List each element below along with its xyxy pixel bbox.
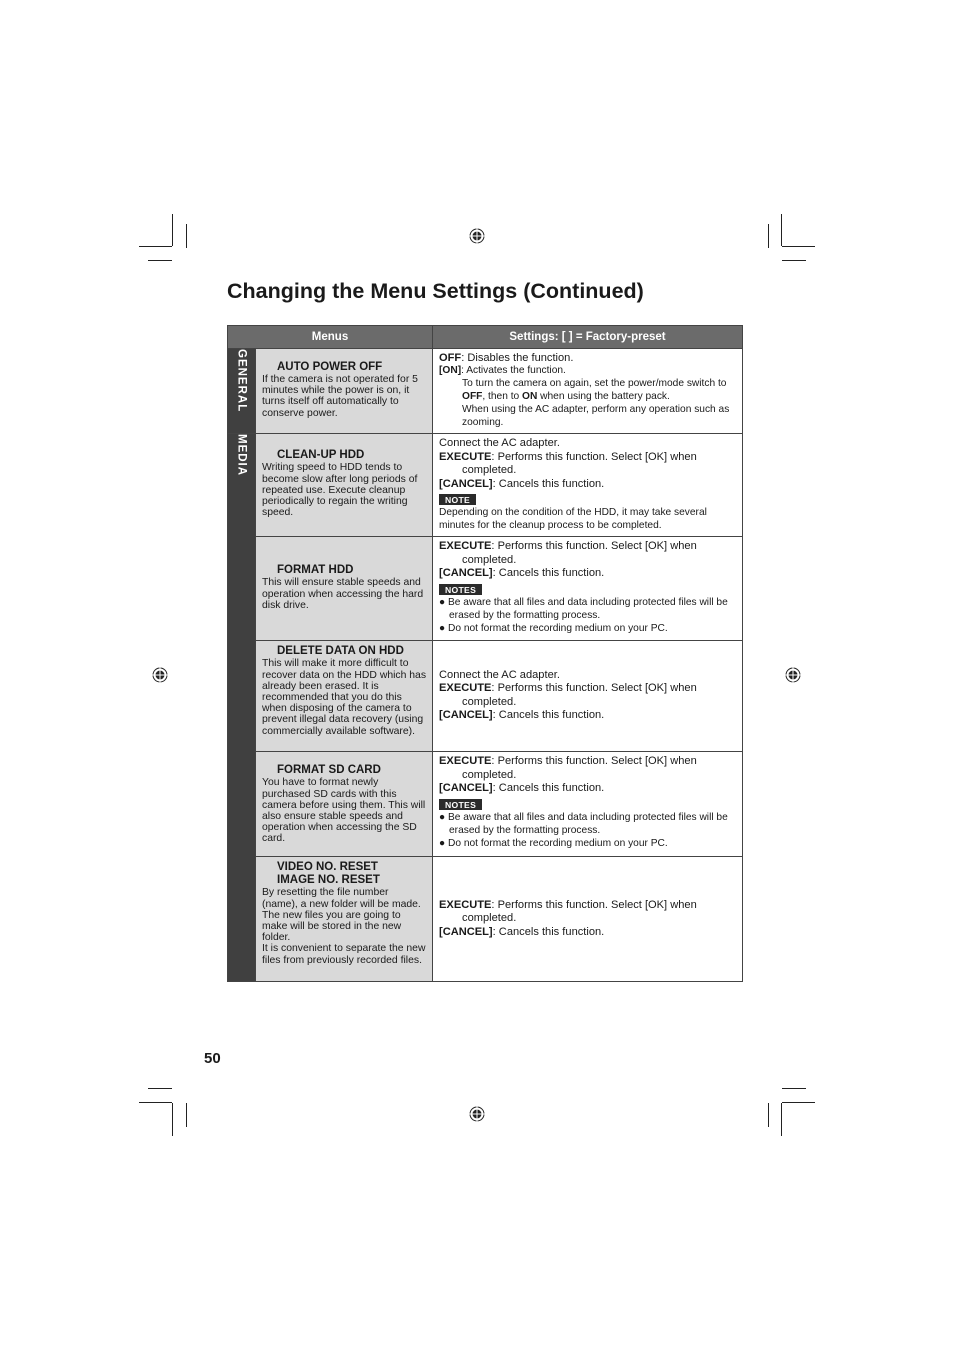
crop-mark [782, 1102, 815, 1103]
notes-badge: NOTES [439, 799, 482, 810]
setting-key: EXECUTE [439, 540, 492, 553]
menu-cell [256, 641, 433, 752]
menu-name: VIDEO NO. RESET [277, 861, 378, 874]
setting-text: : Performs this function. Select [OK] when [491, 682, 697, 695]
setting-text: completed. [462, 695, 517, 708]
setting-detail: When using the AC adapter, perform any operation such as zooming. [462, 403, 730, 428]
setting-text: completed. [462, 553, 517, 566]
settings-cell [433, 349, 743, 434]
menu-name: FORMAT SD CARD [277, 764, 381, 777]
registration-mark-top [469, 228, 485, 244]
notes-badge: NOTES [439, 584, 482, 595]
header-menus: Menus [228, 326, 433, 349]
crop-mark [148, 1088, 172, 1089]
note-bullet: ● Do not format the recording medium on your PC. [439, 622, 668, 634]
menu-cell [256, 434, 433, 537]
menu-description: If the camera is not operated for 5 minutes while the power is on, it turns itself off automatically to conserve power. [262, 374, 418, 419]
crop-mark [782, 260, 806, 261]
menu-name: FORMAT HDD [277, 564, 354, 577]
table-row [228, 434, 743, 537]
setting-key: [CANCEL] [439, 567, 493, 580]
setting-text: : Cancels this function. [492, 709, 605, 722]
menu-cell [256, 857, 433, 982]
menu-settings-table [227, 325, 743, 982]
crop-mark [781, 1103, 782, 1136]
crop-mark [781, 214, 782, 246]
category-label: GENERAL [235, 349, 248, 413]
setting-text: : Cancels this function. [492, 567, 605, 580]
table-row [228, 752, 743, 857]
crop-mark [139, 246, 172, 247]
registration-mark-bottom [469, 1106, 485, 1122]
table-row [228, 641, 743, 752]
category-media [228, 434, 256, 982]
setting-text: completed. [462, 768, 517, 781]
menu-description: By resetting the file number (name), a new folder will be made. The new files you are going to make will be stored in the new folder. [262, 887, 421, 944]
setting-key: [CANCEL] [439, 709, 493, 722]
setting-text: completed. [462, 464, 517, 477]
crop-mark [768, 224, 769, 248]
menu-cell [256, 349, 433, 434]
setting-text: : Disables the function. [461, 352, 574, 364]
settings-cell [433, 752, 743, 857]
setting-key: EXECUTE [439, 682, 492, 695]
menu-name: IMAGE NO. RESET [277, 874, 380, 887]
menu-description: It is convenient to separate the new files from previously recorded files. [262, 943, 426, 966]
crop-mark [172, 1103, 173, 1136]
setting-text: : Cancels this function. [492, 782, 605, 795]
setting-text: : Performs this function. Select [OK] when [491, 540, 697, 553]
crop-mark [768, 1103, 769, 1127]
menu-name: AUTO POWER OFF [277, 361, 383, 373]
setting-key: [CANCEL] [439, 782, 493, 795]
menu-description: You have to format newly purchased SD cards with this camera before using them. This will also ensure stable speeds and operation when accessing the SD card. [262, 777, 426, 845]
setting-detail: To turn the camera on again, set the power/mode switch to OFF, then to ON when using the battery pack. [462, 378, 727, 402]
setting-text: Connect the AC adapter. [439, 669, 560, 682]
crop-mark [782, 1088, 806, 1089]
setting-text: : Performs this function. Select [OK] when [491, 755, 697, 768]
page-title: Changing the Menu Settings (Continued) [227, 279, 644, 303]
setting-text: Connect the AC adapter. [439, 437, 560, 450]
crop-mark [172, 214, 173, 246]
menu-cell [256, 537, 433, 641]
table-row [228, 349, 743, 434]
category-label: MEDIA [235, 434, 248, 477]
note-text: Depending on the condition of the HDD, it may take several minutes for the cleanup process to be completed. [439, 507, 707, 531]
registration-mark-left [152, 667, 168, 683]
menu-description: Writing speed to HDD tends to become slow after long periods of repeated use. Execute cleanup periodically to regain the writing speed. [262, 462, 418, 519]
category-general [228, 349, 256, 434]
menu-description: This will ensure stable speeds and operation when accessing the hard disk drive. [262, 577, 424, 611]
note-bullet: ● Do not format the recording medium on your PC. [439, 837, 668, 849]
setting-text: : Cancels this function. [492, 925, 605, 938]
table-row [228, 857, 743, 982]
settings-cell [433, 641, 743, 752]
setting-text: : Cancels this function. [492, 477, 605, 490]
note-bullet: ● Be aware that all files and data including protected files will be erased by the formatting process. [439, 597, 728, 621]
setting-text: completed. [462, 912, 517, 925]
setting-key: [CANCEL] [439, 477, 493, 490]
note-bullet: ● Be aware that all files and data including protected files will be erased by the formatting process. [439, 812, 728, 836]
setting-text: : Performs this function. Select [OK] when [491, 898, 697, 911]
setting-key: EXECUTE [439, 898, 492, 911]
settings-cell [433, 537, 743, 641]
header-settings: Settings: [ ] = Factory-preset [433, 326, 743, 349]
note-badge: NOTE [439, 494, 476, 505]
menu-cell [256, 752, 433, 857]
crop-mark [139, 1102, 172, 1103]
setting-key: OFF [439, 352, 462, 364]
crop-mark [186, 224, 187, 248]
settings-cell [433, 857, 743, 982]
table-header-row [228, 326, 743, 349]
crop-mark [782, 246, 815, 247]
setting-text: : Performs this function. Select [OK] when [491, 450, 697, 463]
menu-description: This will make it more difficult to recover data on the HDD which has already been erased. It is recommended that you do this when disposing of the camera to prevent illegal data recovery (using commercially available software). [262, 658, 427, 737]
menu-name: DELETE DATA ON HDD [277, 645, 404, 658]
crop-mark [186, 1103, 187, 1127]
settings-cell [433, 434, 743, 537]
table-row [228, 537, 743, 641]
setting-text: : Activates the function. [461, 365, 566, 377]
registration-mark-right [785, 667, 801, 683]
setting-key: [ON] [439, 365, 462, 377]
setting-key: EXECUTE [439, 755, 492, 768]
page-number: 50 [204, 1050, 221, 1067]
crop-mark [148, 260, 172, 261]
menu-name: CLEAN-UP HDD [277, 449, 365, 462]
setting-key: [CANCEL] [439, 925, 493, 938]
setting-key: EXECUTE [439, 450, 492, 463]
